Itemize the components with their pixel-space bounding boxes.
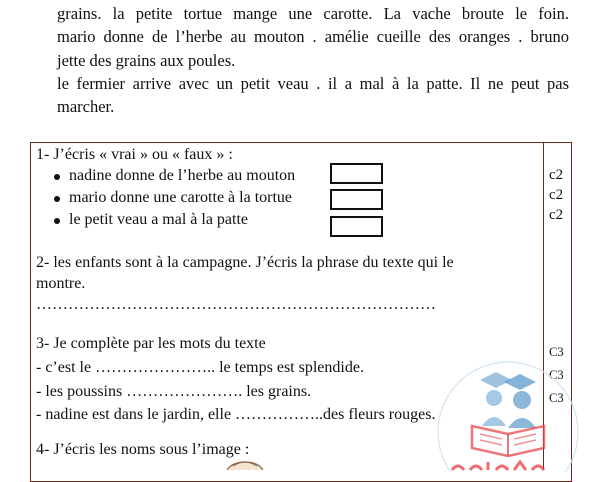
q1-statement-3: le petit veau a mal à la patte	[69, 211, 249, 228]
passage-line: mario donne de l’herbe au mouton . amélie cueille des oranges . bruno	[57, 27, 569, 47]
answer-box-1[interactable]	[330, 163, 383, 184]
score-label: C3	[549, 391, 564, 405]
score-label: C3	[549, 368, 564, 382]
bullet-icon	[54, 196, 60, 202]
question-3-title: 3- Je complète par les mots du texte	[36, 335, 266, 352]
child-illustration-icon	[215, 458, 275, 470]
passage-line: jette des grains aux poules.	[57, 50, 236, 70]
q1-statement-2: mario donne une carotte à la tortue	[69, 189, 293, 206]
q2-answer-line[interactable]: …………………………………………………………………	[36, 296, 436, 313]
question-2-title-line2: montre.	[36, 275, 86, 292]
passage-line: le fermier arrive avec un petit veau . il a mal à la patte. Il ne peut pas	[57, 73, 569, 93]
bullet-icon	[54, 218, 60, 224]
passage-line: marcher.	[57, 97, 115, 117]
q3-line-2: - les poussins …………………. les grains.	[36, 383, 312, 400]
score-column-divider	[543, 143, 544, 470]
answer-box-2[interactable]	[330, 189, 383, 210]
q1-statement-1: nadine donne de l’herbe au mouton	[69, 167, 296, 184]
bullet-icon	[54, 174, 60, 180]
reading-passage	[57, 2, 569, 118]
question-2-title-line1: 2- les enfants sont à la campagne. J’écris la phrase du texte qui le	[36, 254, 454, 271]
score-label: C3	[549, 345, 564, 359]
q3-line-1: - c’est le ………………….. le temps est splendide.	[36, 359, 364, 376]
question-1-title: 1- J’écris « vrai » ou « faux » :	[36, 146, 233, 163]
passage-line: grains. la petite tortue mange une carotte. La vache broute le foin.	[57, 4, 569, 23]
answer-box-3[interactable]	[330, 216, 383, 237]
score-label: c2	[549, 167, 564, 183]
q3-line-3: - nadine est dans le jardin, elle ……………..des fleurs rouges.	[36, 406, 436, 423]
score-label: c2	[549, 207, 564, 223]
score-label: c2	[549, 187, 564, 203]
question-4-title: 4- J’écris les noms sous l’image :	[36, 441, 250, 458]
